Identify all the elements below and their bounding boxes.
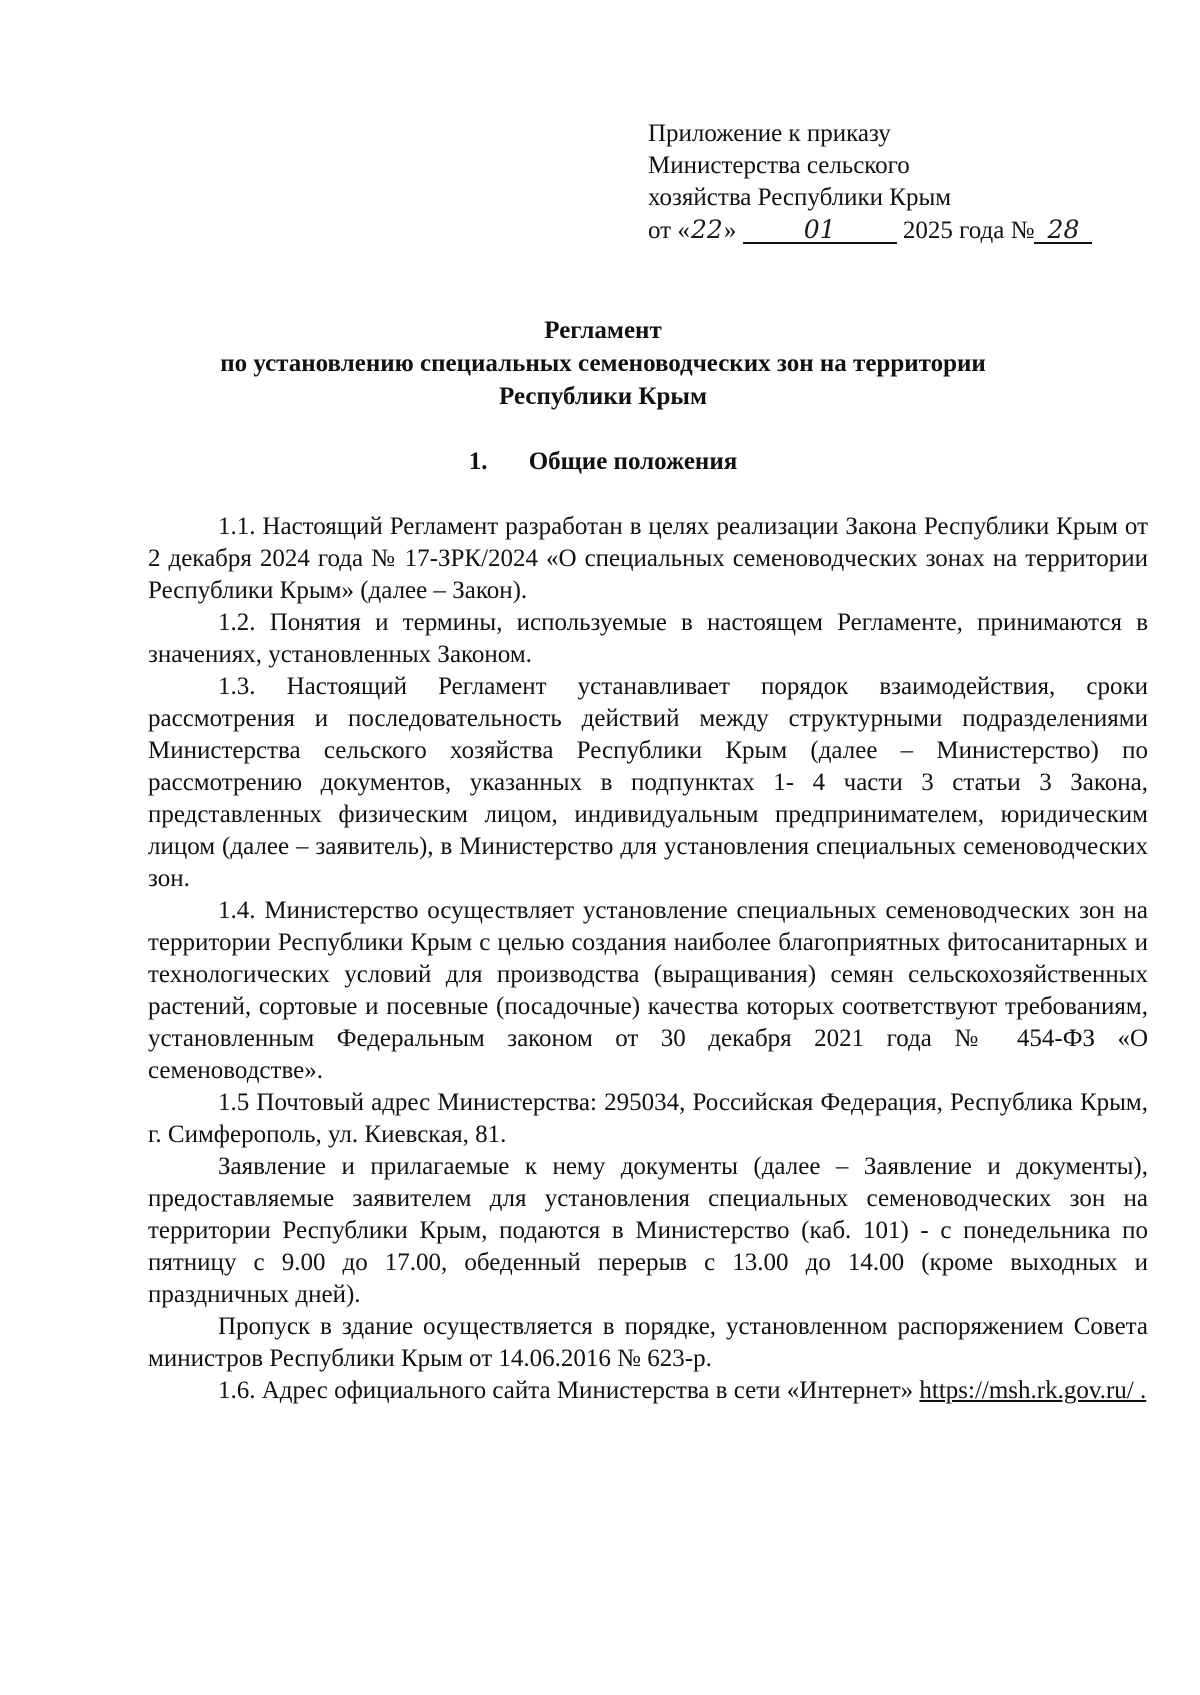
official-site-link[interactable]: https://msh.rk.gov.ru/ . xyxy=(919,1377,1147,1404)
section-number: 1. xyxy=(468,448,488,475)
paragraph-1-6 xyxy=(148,1375,1148,1407)
approval-header xyxy=(648,118,1168,247)
section-heading-text: Общие положения xyxy=(528,448,738,475)
section-heading xyxy=(148,446,1058,478)
date-year-text: 2025 года № xyxy=(902,217,1035,244)
title-line-2: по установлению специальных семеноводческих зон на территории xyxy=(220,350,986,377)
header-date-line xyxy=(648,214,1168,247)
header-line-2: Министерства сельского xyxy=(648,152,910,179)
header-line-3: хозяйства Республики Крым xyxy=(648,184,952,211)
paragraph-1-5: 1.5 Почтовый адрес Министерства: 295034, Российская Федерация, Республика Крым, г. Симферополь, ул. Киевская, 81. xyxy=(148,1089,1148,1148)
paragraph-1-5-submission: Заявление и прилагаемые к нему документы (далее – Заявление и документы), предоставляемые заявителем для установления специальных семеноводческих зон на территории Республики Крым, подаются в Министерство (каб. 101) - с понедельника по пятницу с 9.00 до 17.00, обеденный перерыв с 13.00 до 14.00 (кроме выходных и праздничных дней). xyxy=(148,1153,1148,1308)
handwritten-order-number: 28 xyxy=(1047,215,1080,244)
paragraph-1-5-access: Пропуск в здание осуществляется в порядке, установленном распоряжением Совета министров Республики Крым от 14.06.2016 № 623-р. xyxy=(148,1313,1148,1372)
date-quote-close: » xyxy=(723,217,737,244)
handwritten-month: 01 xyxy=(803,215,836,244)
document-title xyxy=(148,314,1058,413)
handwritten-day: 22 xyxy=(690,215,723,244)
paragraph-1-2: 1.2. Понятия и термины, используемые в настоящем Регламенте, принимаются в значениях, установленных Законом. xyxy=(148,609,1148,668)
order-number-blank xyxy=(1034,214,1092,244)
month-blank xyxy=(743,214,897,244)
header-line-1: Приложение к приказу xyxy=(648,120,891,147)
paragraph-1-6-text: 1.6. Адрес официального сайта Министерства в сети «Интернет» xyxy=(218,1377,914,1404)
title-line-1: Регламент xyxy=(544,317,662,344)
paragraph-1-4: 1.4. Министерство осуществляет установление специальных семеноводческих зон на территории Республики Крым с целью создания наиболее благоприятных фитосанитарных и технологических условий для производства (выращивания) семян сельскохозяйственных растений, сортовые и посевные (посадочные) качества которых соответствуют требованиям, установленным Федеральным законом от 30 декабря 2021 года № 454-ФЗ «О семеноводстве». xyxy=(148,897,1148,1084)
paragraph-1-3: 1.3. Настоящий Регламент устанавливает порядок взаимодействия, сроки рассмотрения и последовательность действий между структурными подразделениями Министерства сельского хозяйства Республики Крым (далее – Министерство) по рассмотрению документов, указанных в подпунктах 1- 4 части 3 статьи 3 Закона, представленных физическим лицом, индивидуальным предпринимателем, юридическим лицом (далее – заявитель), в Министерство для установления специальных семеноводческих зон. xyxy=(148,673,1148,892)
date-prefix: от « xyxy=(648,217,690,244)
document-body xyxy=(148,511,1148,1407)
paragraph-1-1: 1.1. Настоящий Регламент разработан в целях реализации Закона Республики Крым от 2 декабря 2024 года № 17-ЗРК/2024 «О специальных семеноводческих зонах на территории Республики Крым» (далее – Закон). xyxy=(148,513,1148,604)
title-line-3: Республики Крым xyxy=(499,383,707,410)
